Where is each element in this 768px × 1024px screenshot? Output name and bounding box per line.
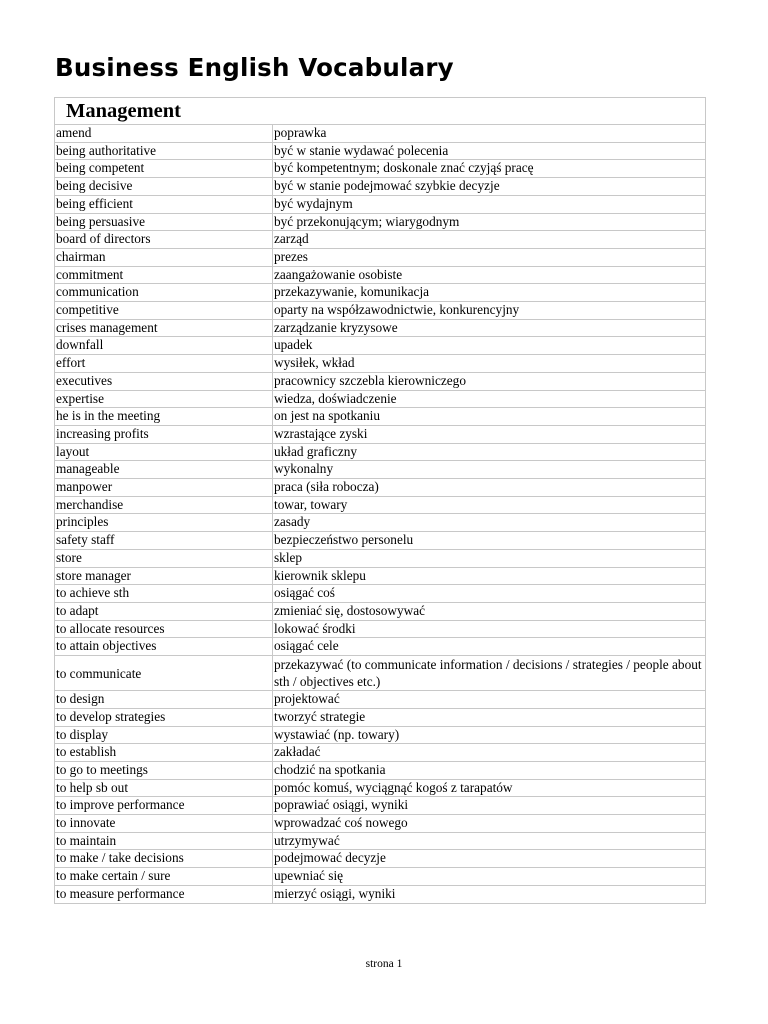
section-header-row	[55, 98, 706, 125]
table-row	[55, 602, 706, 620]
table-row	[55, 850, 706, 868]
table-row	[55, 443, 706, 461]
english-term: to display	[55, 726, 273, 744]
polish-translation: wzrastające zyski	[273, 425, 706, 443]
english-term: to measure performance	[55, 885, 273, 903]
english-term: executives	[55, 372, 273, 390]
polish-translation: prezes	[273, 248, 706, 266]
polish-translation: tworzyć strategie	[273, 708, 706, 726]
table-row	[55, 160, 706, 178]
english-term: manpower	[55, 479, 273, 497]
polish-translation: on jest na spotkaniu	[273, 408, 706, 426]
table-row	[55, 355, 706, 373]
polish-translation: towar, towary	[273, 496, 706, 514]
polish-translation: wiedza, doświadczenie	[273, 390, 706, 408]
english-term: to establish	[55, 744, 273, 762]
table-row	[55, 797, 706, 815]
english-term: being persuasive	[55, 213, 273, 231]
table-row	[55, 390, 706, 408]
page-number: strona 1	[365, 958, 403, 970]
english-term: increasing profits	[55, 425, 273, 443]
table-row	[55, 302, 706, 320]
polish-translation: być wydajnym	[273, 195, 706, 213]
polish-translation: utrzymywać	[273, 832, 706, 850]
english-term: competitive	[55, 302, 273, 320]
table-row	[55, 514, 706, 532]
polish-translation: przekazywanie, komunikacja	[273, 284, 706, 302]
english-term: to communicate	[55, 656, 273, 691]
polish-translation: wystawiać (np. towary)	[273, 726, 706, 744]
table-row	[55, 284, 706, 302]
polish-translation: być przekonującym; wiarygodnym	[273, 213, 706, 231]
english-term: layout	[55, 443, 273, 461]
polish-translation: być w stanie wydawać polecenia	[273, 142, 706, 160]
vocabulary-table-body	[55, 98, 706, 904]
table-row	[55, 425, 706, 443]
english-term: store manager	[55, 567, 273, 585]
english-term: to maintain	[55, 832, 273, 850]
english-term: to adapt	[55, 602, 273, 620]
english-term: chairman	[55, 248, 273, 266]
english-term: to make / take decisions	[55, 850, 273, 868]
english-term: manageable	[55, 461, 273, 479]
table-row	[55, 178, 706, 196]
polish-translation: oparty na współzawodnictwie, konkurencyjny	[273, 302, 706, 320]
table-row	[55, 779, 706, 797]
table-row	[55, 372, 706, 390]
table-row	[55, 496, 706, 514]
english-term: principles	[55, 514, 273, 532]
table-row	[55, 479, 706, 497]
polish-translation: pomóc komuś, wyciągnąć kogoś z tarapatów	[273, 779, 706, 797]
english-term: to develop strategies	[55, 708, 273, 726]
table-row	[55, 726, 706, 744]
table-row	[55, 532, 706, 550]
polish-translation: kierownik sklepu	[273, 567, 706, 585]
polish-translation: upadek	[273, 337, 706, 355]
polish-translation: przekazywać (to communicate information / decisions / strategies / people about sth / objectives etc.)	[273, 656, 706, 691]
english-term: being authoritative	[55, 142, 273, 160]
polish-translation: chodzić na spotkania	[273, 761, 706, 779]
table-row	[55, 319, 706, 337]
polish-translation: zmieniać się, dostosowywać	[273, 602, 706, 620]
english-term: commitment	[55, 266, 273, 284]
english-term: merchandise	[55, 496, 273, 514]
vocabulary-table	[54, 97, 706, 904]
table-row	[55, 638, 706, 656]
polish-translation: zakładać	[273, 744, 706, 762]
section-title: Management	[55, 98, 706, 125]
english-term: safety staff	[55, 532, 273, 550]
english-term: being efficient	[55, 195, 273, 213]
table-row	[55, 620, 706, 638]
polish-translation: lokować środki	[273, 620, 706, 638]
english-term: to allocate resources	[55, 620, 273, 638]
table-row	[55, 461, 706, 479]
table-row	[55, 408, 706, 426]
english-term: being decisive	[55, 178, 273, 196]
polish-translation: sklep	[273, 549, 706, 567]
polish-translation: upewniać się	[273, 868, 706, 886]
table-row	[55, 266, 706, 284]
polish-translation: wysiłek, wkład	[273, 355, 706, 373]
english-term: to innovate	[55, 815, 273, 833]
polish-translation: projektować	[273, 691, 706, 709]
polish-translation: osiągać cele	[273, 638, 706, 656]
english-term: he is in the meeting	[55, 408, 273, 426]
polish-translation: praca (siła robocza)	[273, 479, 706, 497]
table-row	[55, 815, 706, 833]
table-row	[55, 231, 706, 249]
english-term: being competent	[55, 160, 273, 178]
polish-translation: poprawiać osiągi, wyniki	[273, 797, 706, 815]
english-term: amend	[55, 125, 273, 143]
table-row	[55, 585, 706, 603]
table-row	[55, 691, 706, 709]
english-term: board of directors	[55, 231, 273, 249]
polish-translation: podejmować decyzje	[273, 850, 706, 868]
table-row	[55, 708, 706, 726]
table-row	[55, 248, 706, 266]
english-term: to help sb out	[55, 779, 273, 797]
table-row	[55, 549, 706, 567]
polish-translation: zarząd	[273, 231, 706, 249]
polish-translation: wprowadzać coś nowego	[273, 815, 706, 833]
polish-translation: zaangażowanie osobiste	[273, 266, 706, 284]
english-term: downfall	[55, 337, 273, 355]
polish-translation: bezpieczeństwo personelu	[273, 532, 706, 550]
english-term: expertise	[55, 390, 273, 408]
polish-translation: być w stanie podejmować szybkie decyzje	[273, 178, 706, 196]
polish-translation: zarządzanie kryzysowe	[273, 319, 706, 337]
english-term: effort	[55, 355, 273, 373]
table-row	[55, 125, 706, 143]
table-row	[55, 656, 706, 691]
table-row	[55, 567, 706, 585]
english-term: to design	[55, 691, 273, 709]
table-row	[55, 337, 706, 355]
polish-translation: osiągać coś	[273, 585, 706, 603]
table-row	[55, 195, 706, 213]
polish-translation: być kompetentnym; doskonale znać czyjąś pracę	[273, 160, 706, 178]
english-term: communication	[55, 284, 273, 302]
english-term: store	[55, 549, 273, 567]
table-row	[55, 744, 706, 762]
table-row	[55, 761, 706, 779]
page-title: Business English Vocabulary	[55, 53, 454, 82]
table-row	[55, 885, 706, 903]
polish-translation: wykonalny	[273, 461, 706, 479]
table-row	[55, 213, 706, 231]
polish-translation: pracownicy szczebla kierowniczego	[273, 372, 706, 390]
polish-translation: zasady	[273, 514, 706, 532]
english-term: to make certain / sure	[55, 868, 273, 886]
english-term: to improve performance	[55, 797, 273, 815]
english-term: crises management	[55, 319, 273, 337]
english-term: to achieve sth	[55, 585, 273, 603]
polish-translation: układ graficzny	[273, 443, 706, 461]
table-row	[55, 832, 706, 850]
english-term: to attain objectives	[55, 638, 273, 656]
polish-translation: poprawka	[273, 125, 706, 143]
table-row	[55, 142, 706, 160]
english-term: to go to meetings	[55, 761, 273, 779]
table-row	[55, 868, 706, 886]
polish-translation: mierzyć osiągi, wyniki	[273, 885, 706, 903]
